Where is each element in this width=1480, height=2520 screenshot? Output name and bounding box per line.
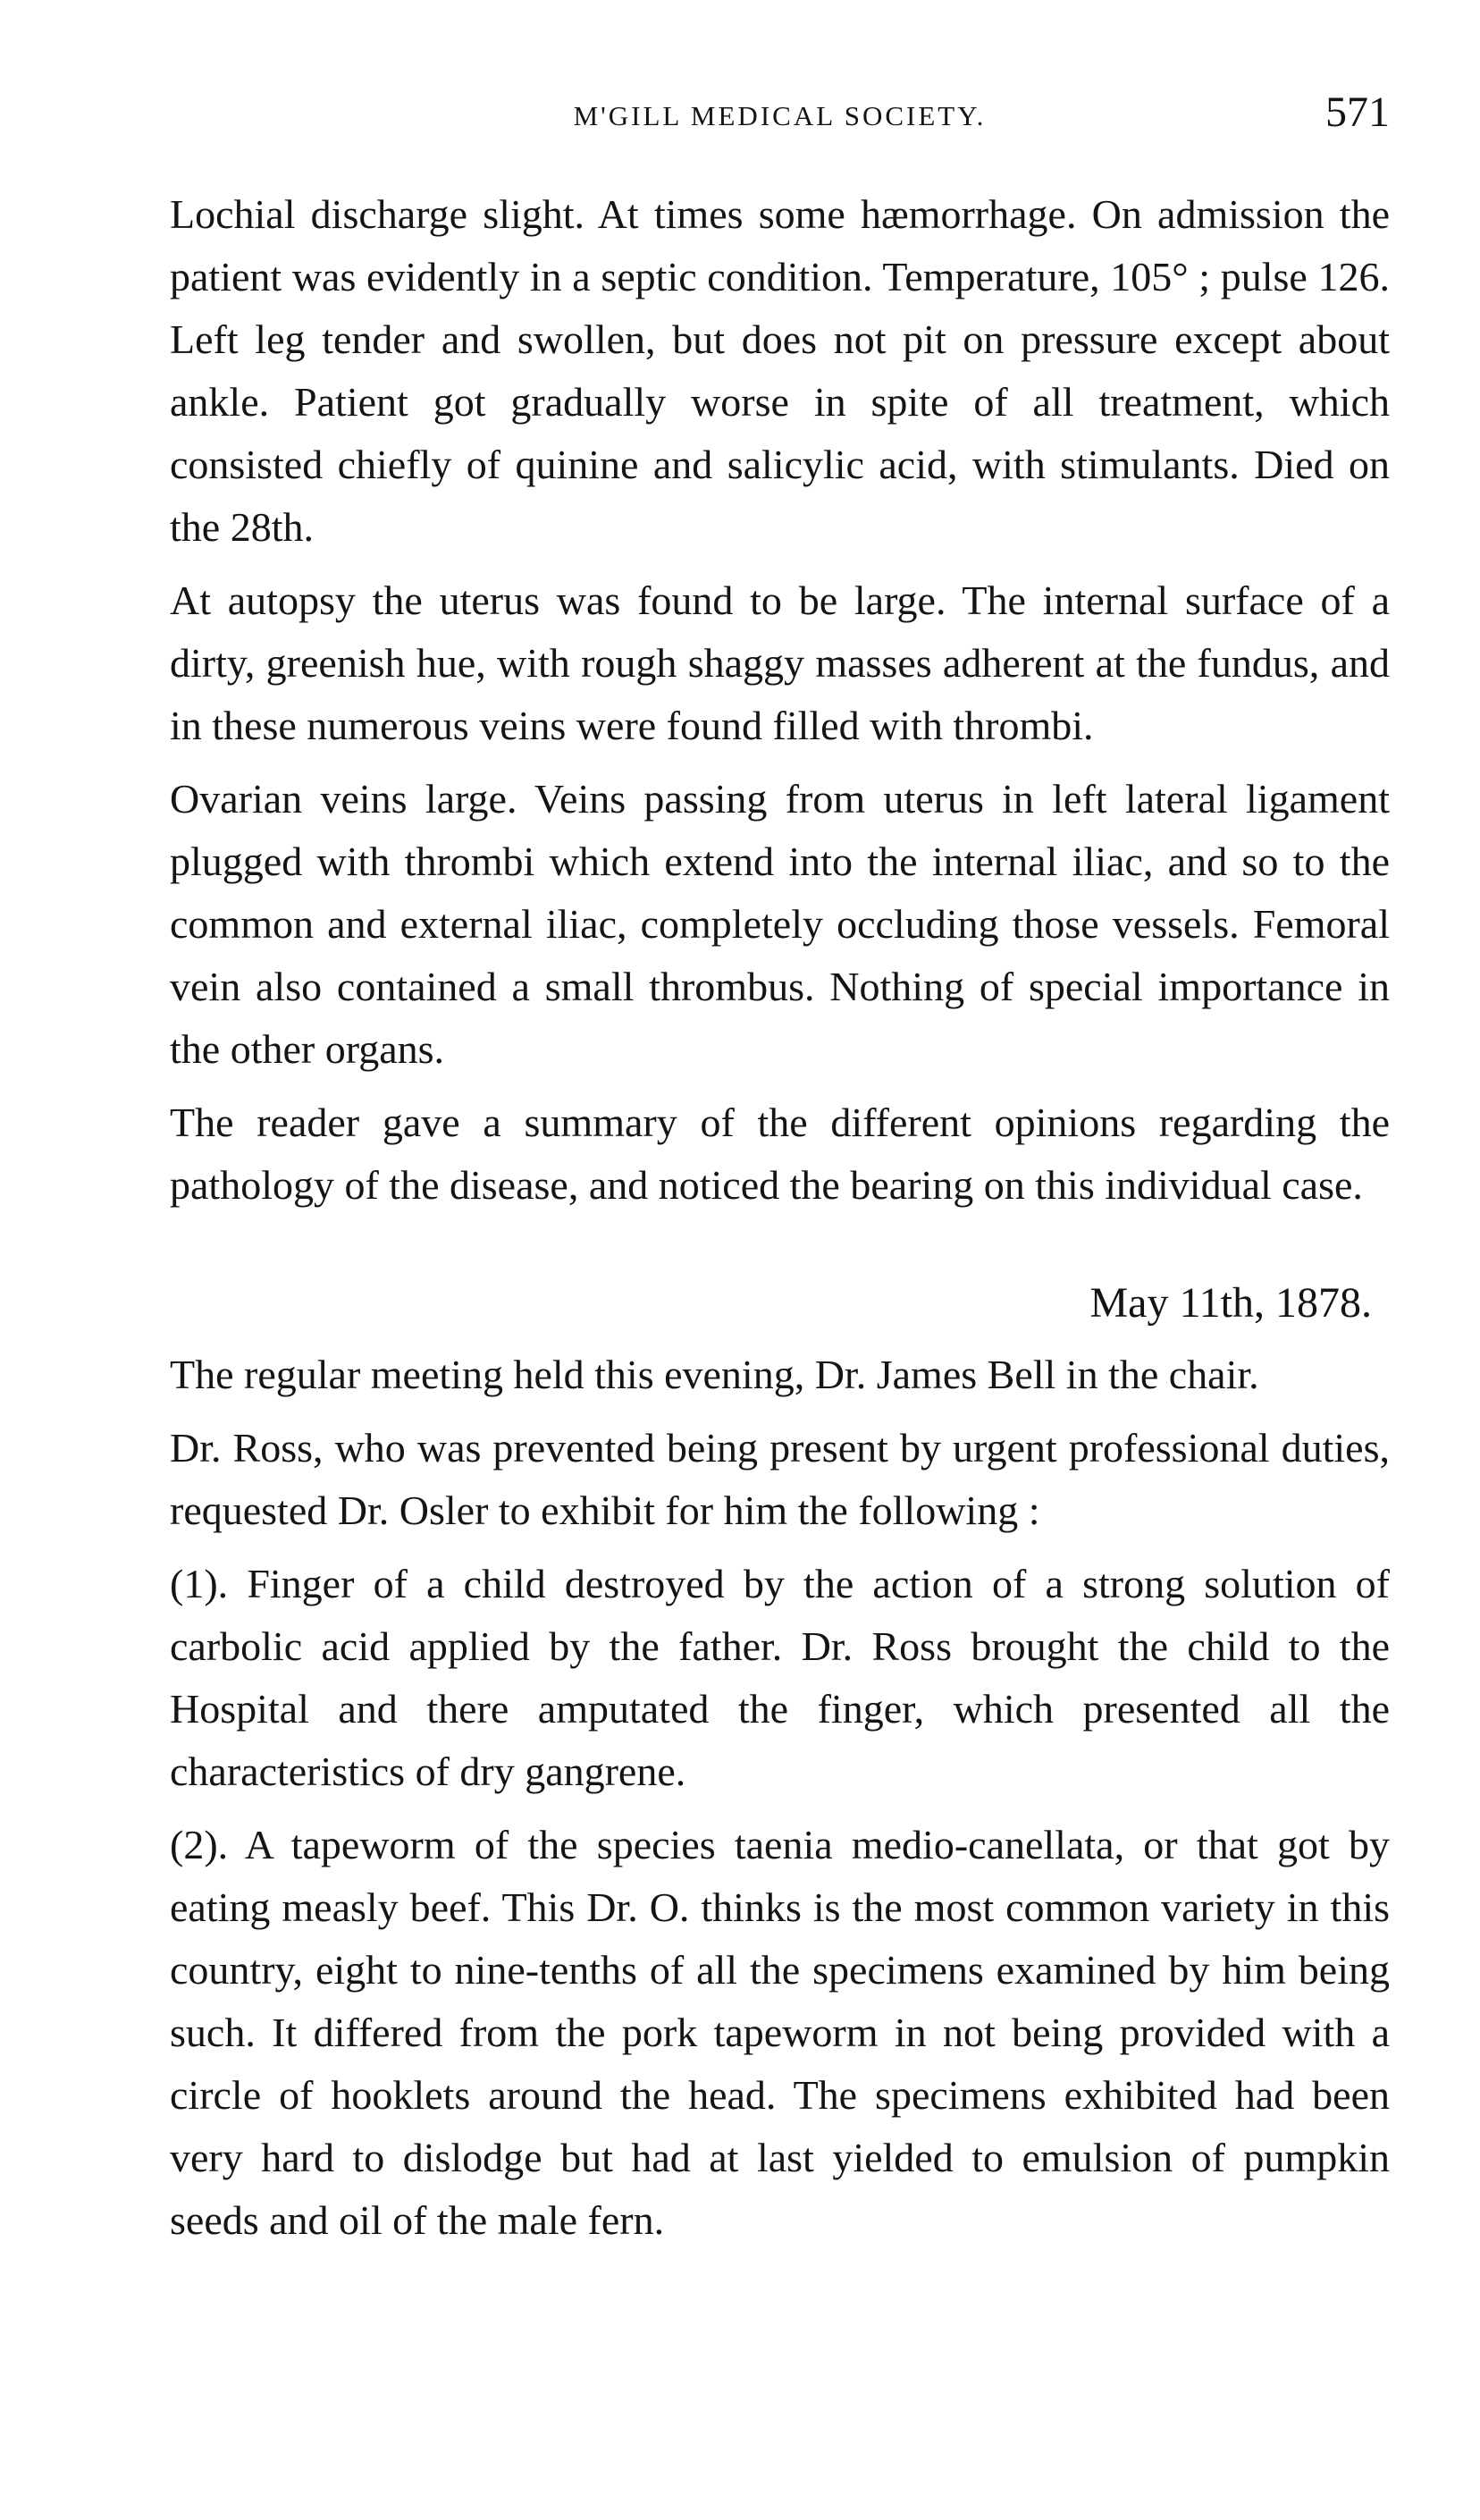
paragraph-item-tapeworm: (2). A tapeworm of the species taenia medio-canellata, or that got by eating measly beef. This Dr. O. thinks is the most common variety in this country, eight to nine-tenths of all the specimens examined by him being such. It differed from the pork tapeworm in not being provided with a circle of hooklets around the head. The specimens exhibited had been very hard to dislodge but had at last yielded to emulsion of pumpkin seeds and oil of the male fern. (170, 1822, 1390, 2243)
paragraph-autopsy: At autopsy the uterus was found to be large. The internal surface of a dirty, greenish hue, with rough shaggy masses adherent at the fundus, and in these numerous veins were found filled with thrombi. (170, 577, 1390, 748)
paragraph-dr-ross: Dr. Ross, who was prevented being present by urgent professional duties, requested Dr. Osler to exhibit for him the following : (170, 1425, 1390, 1533)
body-text (170, 183, 1390, 2263)
running-title: M'GILL MEDICAL SOCIETY. (573, 100, 987, 131)
paragraph-case-course: Lochial discharge slight. At times some hæmorrhage. On admission the patient was evidently in a septic condition. Temperature, 105° ; pulse 126. Left leg tender and swollen, but does not pit on pressure except about ankle. Patient got gradually worse in spite of all treatment, which consisted chiefly of quinine and salicylic acid, with stimulants. Died on the 28th. (170, 191, 1390, 550)
paragraph-reader-summary: The reader gave a summary of the different opinions regarding the pathology of the disease, and noticed the bearing on this individual case. (170, 1100, 1390, 1208)
paragraph-regular-meeting: The regular meeting held this evening, Dr. James Bell in the chair. (170, 1352, 1259, 1397)
running-head (170, 88, 1390, 150)
meeting-date: May 11th, 1878. (1089, 1279, 1372, 1327)
paragraph-item-finger: (1). Finger of a child destroyed by the action of a strong solution of carbolic acid applied by the father. Dr. Ross brought the child to the Hospital and there amputated the finger, which presented all the characteristics of dry gangrene. (170, 1561, 1390, 1794)
paragraph-ovarian-veins: Ovarian veins large. Veins passing from uterus in left lateral ligament plugged with thrombi which extend into the internal iliac, and so to the common and external iliac, completely occluding those vessels. Femoral vein also contained a small thrombus. Nothing of special importance in the other organs. (170, 776, 1390, 1072)
page-number: 571 (1325, 88, 1390, 136)
